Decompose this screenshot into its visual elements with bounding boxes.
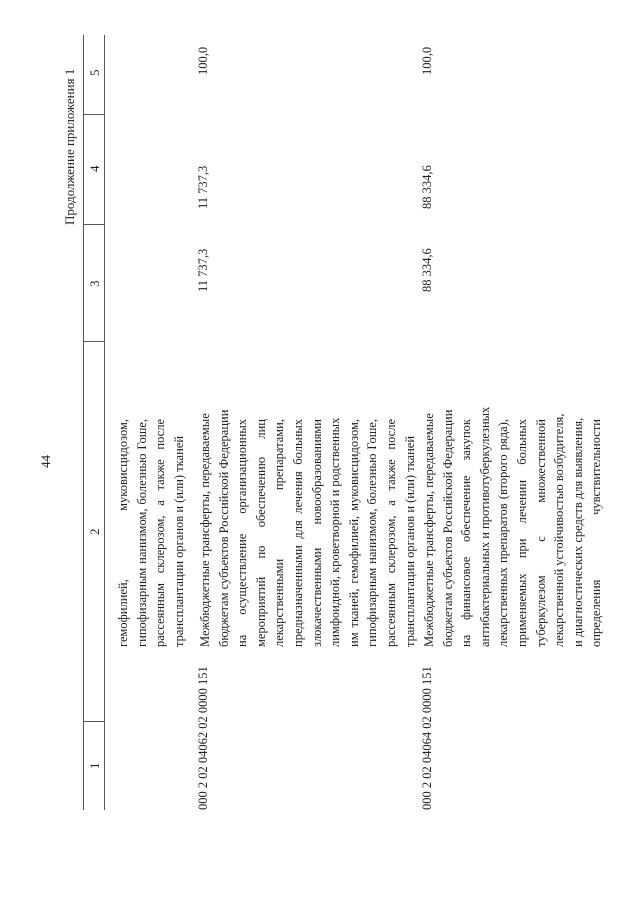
budget-code: 000 2 02 04062 02 0000 151 [196,666,210,810]
description-line: трансплантации органов и (или) тканей [171,435,186,647]
description-line: на осуществление организационных [235,419,250,647]
description-line: предназначенными для лечения больных [290,419,305,647]
page-number: 44 [38,455,53,468]
value-col4: 11 737,3 [196,165,210,209]
column-divider-1 [83,721,105,722]
column-number-3: 3 [87,280,102,287]
description-line: злокачественными новообразованиями [309,419,324,647]
description-line: бюджетам субъектов Российской Федерации [216,409,231,647]
description-line: лекарственной устойчивостью возбудителя, [552,413,567,647]
table-row-description [196,409,419,647]
description-line: трансплантации органов и (или) тканей [402,435,417,647]
column-divider-3 [83,224,105,225]
description-line: гемофилией, муковисцидозом, [116,419,130,647]
table-header-bottom-rule [104,35,105,810]
description-line: гипофизарным нанизмом, болезнью Гоше, [134,419,149,647]
column-divider-2 [83,341,105,342]
description-line: рассеянным склерозом, а также после [383,419,398,647]
description-line: им тканей, гемофилией, муковисцидозом, [346,419,361,647]
description-line: туберкулезом с множественной [533,419,548,647]
description-line: на финансовое обеспечение закупок [459,419,474,647]
value-col4: 88 334,6 [420,165,434,209]
table-row-continued-description [114,419,188,647]
column-number-2: 2 [87,528,102,535]
column-number-4: 4 [87,165,102,172]
description-line: Межбюджетные трансферты, передаваемые [422,413,436,647]
table-row-description [420,406,606,647]
table-top-rule [83,35,84,810]
column-number-5: 5 [87,69,102,76]
value-col3: 88 334,6 [420,248,434,292]
description-line: лекарственными препаратами, [272,419,287,647]
description-line: применяемых при лечении больных [514,419,529,647]
value-col5: 100,0 [196,46,210,75]
value-col5: 100,0 [420,46,434,75]
column-number-1: 1 [87,762,102,769]
description-line: лимфоидной, кроветворной и родственных [328,417,343,647]
description-line: мероприятий по обеспечению лиц [253,419,268,647]
description-line: и диагностических средств для выявления, [570,417,585,647]
continuation-label: Продолжение приложения 1 [62,68,77,225]
description-line: антибактериальных и противотуберкулезных [477,406,492,647]
description-line: Межбюджетные трансферты, передаваемые [198,413,212,647]
description-line: рассеянным склерозом, а также после [153,419,168,647]
description-line: гипофизарным нанизмом, болезнью Гоше, [365,419,380,647]
value-col3: 11 737,3 [196,248,210,292]
description-line: лекарственных препаратов (второго ряда), [496,419,511,647]
budget-code: 000 2 02 04064 02 0000 151 [420,666,434,810]
column-divider-4 [83,114,105,115]
description-line: бюджетам субъектов Российской Федерации [440,409,455,647]
description-line: определения чувствительности [589,419,604,647]
